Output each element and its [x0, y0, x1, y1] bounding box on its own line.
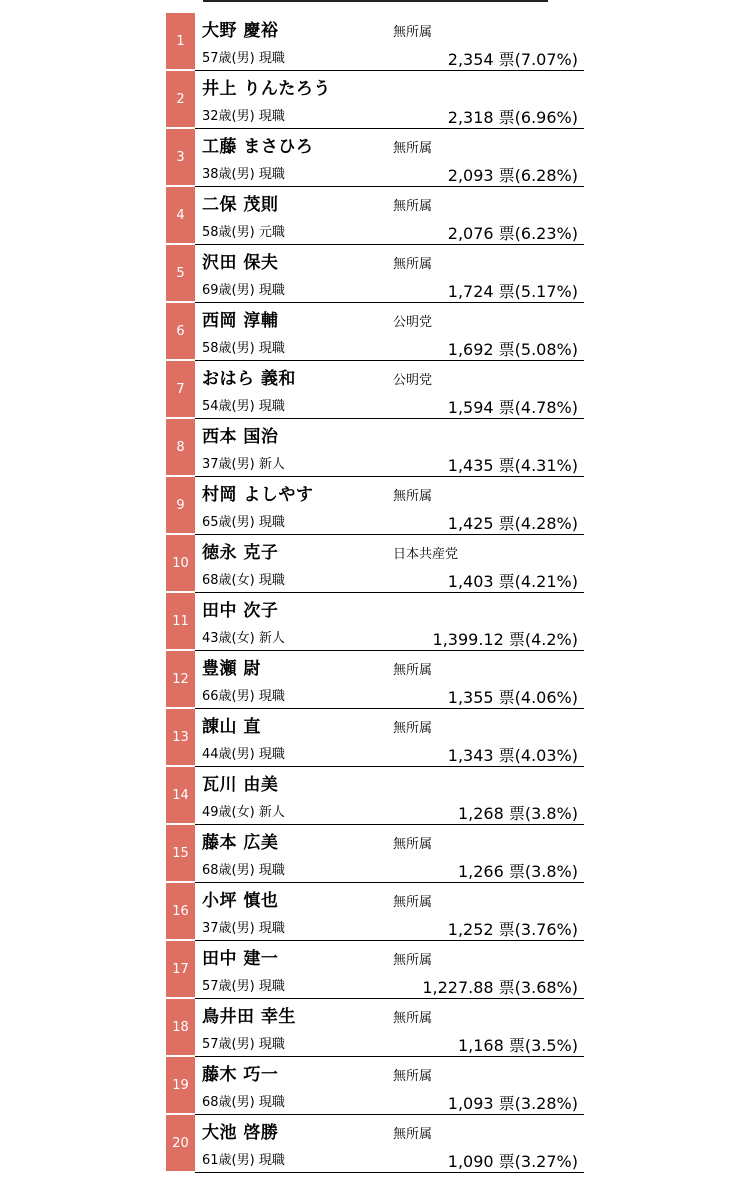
candidate-row	[166, 825, 584, 883]
candidate-party: 無所属	[393, 837, 433, 852]
candidate-votes: 1,425 票(4.28%)	[447, 514, 578, 533]
candidate-age-status: 43歳(女) 新人	[202, 631, 285, 646]
candidate-info	[195, 477, 584, 535]
candidate-name: 藤本 広美	[202, 833, 279, 853]
rank-badge: 3	[166, 129, 195, 187]
candidate-name: 工藤 まさひろ	[202, 137, 314, 157]
candidate-info	[195, 767, 584, 825]
candidate-votes: 1,692 票(5.08%)	[447, 340, 578, 359]
candidate-votes: 1,724 票(5.17%)	[447, 282, 578, 301]
candidate-votes: 2,093 票(6.28%)	[447, 166, 578, 185]
candidate-age-status: 37歳(男) 新人	[202, 457, 285, 472]
candidate-party: 無所属	[393, 663, 433, 678]
candidate-info	[195, 999, 584, 1057]
candidate-row	[166, 477, 584, 535]
rank-badge: 5	[166, 245, 195, 303]
candidate-name: 大野 慶裕	[202, 21, 279, 41]
candidate-votes: 2,354 票(7.07%)	[447, 50, 578, 69]
candidate-row	[166, 535, 584, 593]
top-divider	[203, 0, 548, 2]
candidate-votes: 2,076 票(6.23%)	[447, 224, 578, 243]
candidate-age-status: 58歳(男) 現職	[202, 341, 285, 356]
candidate-votes: 1,266 票(3.8%)	[457, 862, 578, 881]
candidate-age-status: 37歳(男) 現職	[202, 921, 285, 936]
candidate-name: 徳永 克子	[202, 543, 279, 563]
candidate-party: 公明党	[393, 315, 433, 330]
candidate-votes: 1,355 票(4.06%)	[447, 688, 578, 707]
candidate-party: 日本共産党	[393, 547, 459, 562]
candidate-party: 無所属	[393, 895, 433, 910]
rank-badge: 19	[166, 1057, 195, 1115]
candidate-age-status: 49歳(女) 新人	[202, 805, 285, 820]
candidate-party: 無所属	[393, 1127, 433, 1142]
rank-badge: 16	[166, 883, 195, 941]
candidate-party: 無所属	[393, 721, 433, 736]
candidate-row	[166, 13, 584, 71]
rank-badge: 6	[166, 303, 195, 361]
candidate-row	[166, 71, 584, 129]
candidate-votes: 1,252 票(3.76%)	[447, 920, 578, 939]
candidate-info	[195, 535, 584, 593]
candidate-info	[195, 419, 584, 477]
candidate-row	[166, 303, 584, 361]
candidate-row	[166, 999, 584, 1057]
candidate-name: 大池 啓勝	[202, 1123, 279, 1143]
candidate-info	[195, 187, 584, 245]
candidate-info	[195, 361, 584, 419]
candidate-age-status: 32歳(男) 現職	[202, 109, 285, 124]
candidate-age-status: 54歳(男) 現職	[202, 399, 285, 414]
candidate-votes: 1,093 票(3.28%)	[447, 1094, 578, 1113]
candidate-votes: 1,227.88 票(3.68%)	[422, 978, 578, 997]
candidate-name: 村岡 よしやす	[202, 485, 314, 505]
candidate-info	[195, 651, 584, 709]
candidate-row	[166, 419, 584, 477]
candidate-name: 豊瀬 尉	[202, 659, 261, 679]
candidate-age-status: 66歳(男) 現職	[202, 689, 285, 704]
candidate-name: 沢田 保夫	[202, 253, 279, 273]
candidate-info	[195, 593, 584, 651]
candidate-info	[195, 71, 584, 129]
candidate-party: 無所属	[393, 1011, 433, 1026]
candidate-info	[195, 129, 584, 187]
candidate-row	[166, 593, 584, 651]
candidate-age-status: 57歳(男) 現職	[202, 1037, 285, 1052]
candidate-party: 無所属	[393, 141, 433, 156]
candidate-info	[195, 13, 584, 71]
candidate-info	[195, 303, 584, 361]
candidate-name: 西本 国治	[202, 427, 279, 447]
candidate-name: 西岡 淳輔	[202, 311, 279, 331]
candidate-votes: 1,343 票(4.03%)	[447, 746, 578, 765]
candidate-age-status: 68歳(女) 現職	[202, 573, 285, 588]
rank-badge: 1	[166, 13, 195, 71]
rank-badge: 9	[166, 477, 195, 535]
rank-badge: 7	[166, 361, 195, 419]
candidate-age-status: 58歳(男) 元職	[202, 225, 285, 240]
candidate-name: 二保 茂則	[202, 195, 279, 215]
candidate-age-status: 68歳(男) 現職	[202, 1095, 285, 1110]
candidate-age-status: 57歳(男) 現職	[202, 979, 285, 994]
candidate-name: おはら 義和	[202, 369, 296, 389]
candidate-row	[166, 767, 584, 825]
rank-badge: 8	[166, 419, 195, 477]
candidate-party: 無所属	[393, 953, 433, 968]
candidate-info	[195, 1057, 584, 1115]
rank-badge: 13	[166, 709, 195, 767]
candidate-name: 鳥井田 幸生	[202, 1007, 296, 1027]
candidate-age-status: 57歳(男) 現職	[202, 51, 285, 66]
election-results-list	[166, 13, 584, 1173]
rank-badge: 11	[166, 593, 195, 651]
candidate-info	[195, 709, 584, 767]
rank-badge: 20	[166, 1115, 195, 1173]
rank-badge: 18	[166, 999, 195, 1057]
candidate-party: 無所属	[393, 257, 433, 272]
candidate-votes: 2,318 票(6.96%)	[447, 108, 578, 127]
candidate-name: 小坪 慎也	[202, 891, 279, 911]
candidate-votes: 1,268 票(3.8%)	[457, 804, 578, 823]
candidate-row	[166, 245, 584, 303]
rank-badge: 15	[166, 825, 195, 883]
candidate-party: 公明党	[393, 373, 433, 388]
candidate-info	[195, 245, 584, 303]
candidate-name: 田中 建一	[202, 949, 279, 969]
candidate-party: 無所属	[393, 1069, 433, 1084]
candidate-info	[195, 825, 584, 883]
candidate-age-status: 61歳(男) 現職	[202, 1153, 285, 1168]
candidate-votes: 1,168 票(3.5%)	[457, 1036, 578, 1055]
candidate-row	[166, 361, 584, 419]
candidate-votes: 1,403 票(4.21%)	[447, 572, 578, 591]
candidate-info	[195, 941, 584, 999]
candidate-votes: 1,399.12 票(4.2%)	[432, 630, 578, 649]
candidate-votes: 1,090 票(3.27%)	[447, 1152, 578, 1171]
candidate-info	[195, 1115, 584, 1173]
rank-badge: 14	[166, 767, 195, 825]
candidate-row	[166, 883, 584, 941]
candidate-row	[166, 1057, 584, 1115]
candidate-name: 井上 りんたろう	[202, 79, 331, 99]
candidate-age-status: 44歳(男) 現職	[202, 747, 285, 762]
candidate-party: 無所属	[393, 199, 433, 214]
candidate-party: 無所属	[393, 25, 433, 40]
rank-badge: 17	[166, 941, 195, 999]
candidate-name: 藤木 巧一	[202, 1065, 279, 1085]
candidate-age-status: 65歳(男) 現職	[202, 515, 285, 530]
candidate-row	[166, 651, 584, 709]
candidate-party: 無所属	[393, 489, 433, 504]
rank-badge: 2	[166, 71, 195, 129]
candidate-row	[166, 709, 584, 767]
candidate-age-status: 38歳(男) 現職	[202, 167, 285, 182]
candidate-info	[195, 883, 584, 941]
candidate-name: 田中 次子	[202, 601, 279, 621]
candidate-row	[166, 941, 584, 999]
candidate-votes: 1,435 票(4.31%)	[447, 456, 578, 475]
candidate-row	[166, 1115, 584, 1173]
candidate-votes: 1,594 票(4.78%)	[447, 398, 578, 417]
rank-badge: 4	[166, 187, 195, 245]
candidate-name: 諌山 直	[202, 717, 261, 737]
candidate-row	[166, 187, 584, 245]
candidate-row	[166, 129, 584, 187]
rank-badge: 12	[166, 651, 195, 709]
candidate-age-status: 69歳(男) 現職	[202, 283, 285, 298]
candidate-name: 瓦川 由美	[202, 775, 279, 795]
candidate-age-status: 68歳(男) 現職	[202, 863, 285, 878]
rank-badge: 10	[166, 535, 195, 593]
